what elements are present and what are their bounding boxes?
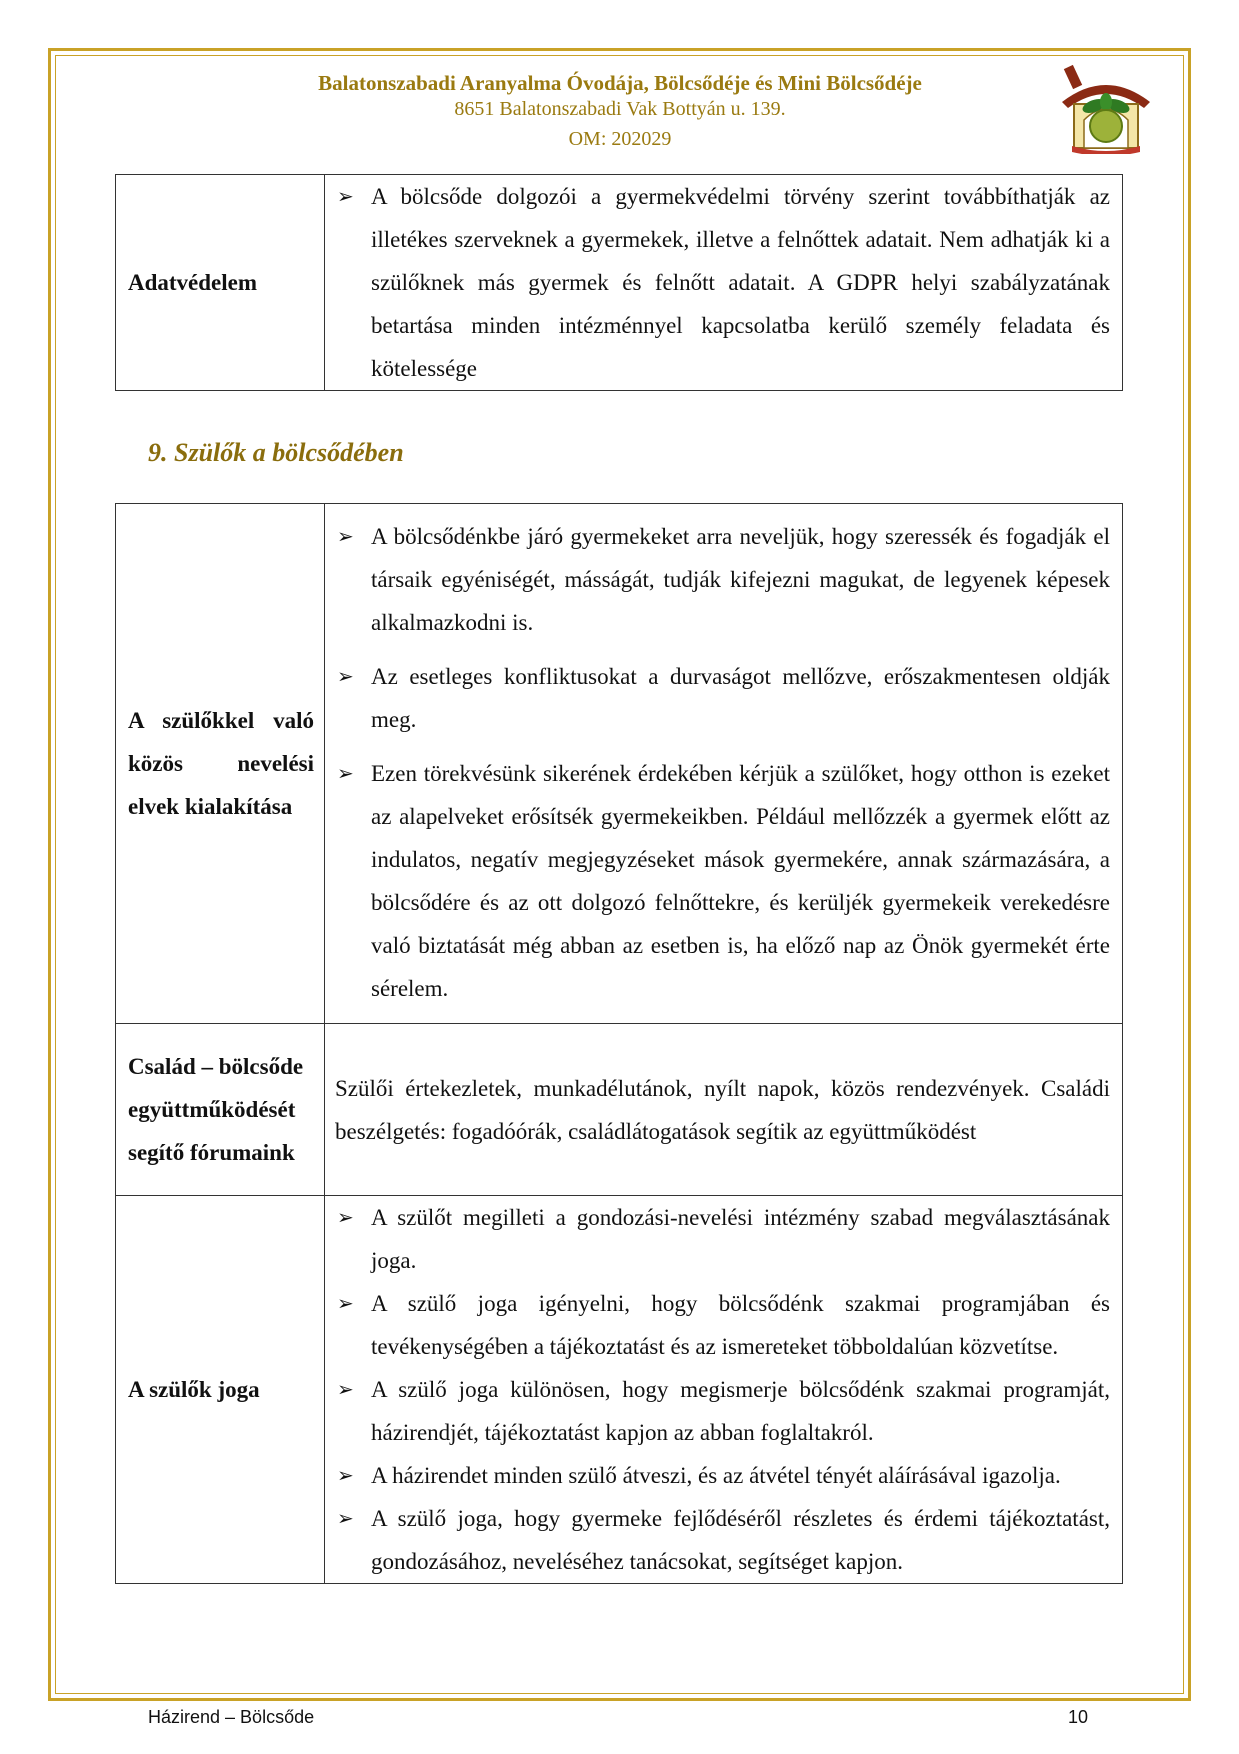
bullet-list xyxy=(335,515,1110,1010)
table-row xyxy=(116,1024,1123,1196)
arrow-bullet-icon: ➢ xyxy=(337,184,354,208)
list-item xyxy=(335,1282,1110,1368)
bullet-list xyxy=(335,175,1110,390)
footer-document-name: Házirend – Bölcsőde xyxy=(148,1707,315,1727)
list-item-text: Ezen törekvésünk sikerének érdekében kérjük a szülőket, hogy otthon is ezeket az alapelveket erősítsék gyermekeikben. Például mellőzzék a gyermek előtt az indulatos, negatív megjegyzéseket mások gyermekére, annak származására, a bölcsődére és az ott dolgozó felnőttekre, és kerüljék gyermekeik verekedésre való biztatását még abban az esetben is, ha előző nap az Önök gyermekét érte sérelem. xyxy=(371,761,1110,1001)
list-item xyxy=(335,655,1110,741)
list-item xyxy=(335,1196,1110,1282)
table-row xyxy=(116,504,1123,1024)
arrow-bullet-icon: ➢ xyxy=(337,1291,354,1315)
bullet-list xyxy=(335,1196,1110,1583)
list-item xyxy=(335,1368,1110,1454)
institution-address: 8651 Balatonszabadi Vak Bottyán u. 139. xyxy=(454,98,786,120)
row-label: A szülők joga xyxy=(116,1196,325,1584)
arrow-bullet-icon: ➢ xyxy=(337,1377,354,1401)
table-row xyxy=(116,175,1123,391)
list-item-text: A bölcsődénkbe járó gyermekeket arra neveljük, hogy szeressék és fogadják el társaik egyéniségét, másságát, tudják kifejezni magukat, de legyenek képesek alkalmazkodni is. xyxy=(371,524,1110,635)
list-item xyxy=(335,1497,1110,1583)
section-heading: 9. Szülők a bölcsődében xyxy=(148,438,404,467)
list-item-text: Az esetleges konfliktusokat a durvaságot mellőzve, erőszakmentesen oldják meg. xyxy=(371,664,1110,732)
footer-page-number: 10 xyxy=(1068,1707,1089,1727)
arrow-bullet-icon: ➢ xyxy=(337,1205,354,1229)
list-item xyxy=(335,1454,1110,1497)
arrow-bullet-icon: ➢ xyxy=(337,664,354,688)
row-content xyxy=(325,1196,1123,1584)
list-item-text: A házirendet minden szülő átveszi, és az átvétel tényét aláírásával igazolja. xyxy=(371,1463,1061,1488)
document-header xyxy=(200,70,1040,152)
list-item-text: A szülő joga különösen, hogy megismerje bölcsődénk szakmai programját, házirendjét, tájékoztatást kapjon az abban foglaltakról. xyxy=(371,1377,1110,1445)
institution-name: Balatonszabadi Aranyalma Óvodája, Bölcsődéje és Mini Bölcsődéje xyxy=(318,71,922,95)
list-item-text: A szülő joga, hogy gyermeke fejlődéséről részletes és érdemi tájékoztatást, gondozásához, neveléséhez tanácsokat, segítséget kapjon. xyxy=(371,1506,1110,1574)
row-content xyxy=(325,504,1123,1024)
arrow-bullet-icon: ➢ xyxy=(337,524,354,548)
apple-house-logo-icon xyxy=(1058,62,1154,154)
row-label: A szülőkkel való közös nevelési elvek kialakítása xyxy=(116,504,325,1024)
parents-table xyxy=(115,503,1123,1584)
list-item xyxy=(335,175,1110,390)
data-protection-table xyxy=(115,174,1123,391)
institution-om: OM: 202029 xyxy=(568,128,672,150)
list-item xyxy=(335,515,1110,644)
row-content xyxy=(325,175,1123,391)
list-item xyxy=(335,752,1110,1010)
arrow-bullet-icon: ➢ xyxy=(337,1463,354,1487)
row-label: Család – bölcsőde együttműködését segítő fórumaink xyxy=(116,1024,325,1196)
list-item-text: A szülő joga igényelni, hogy bölcsődénk szakmai programjában és tevékenységében a tájékoztatást és az ismereteket többoldalúan közvetítse. xyxy=(371,1291,1110,1359)
row-content: Szülői értekezletek, munkadélutánok, nyílt napok, közös rendezvények. Családi beszélgetés: fogadóórák, családlátogatások segítik az együttműködést xyxy=(325,1024,1123,1196)
row-label: Adatvédelem xyxy=(116,175,325,391)
arrow-bullet-icon: ➢ xyxy=(337,1506,354,1530)
table-row xyxy=(116,1196,1123,1584)
arrow-bullet-icon: ➢ xyxy=(337,761,354,785)
list-item-text: A szülőt megilleti a gondozási-nevelési intézmény szabad megválasztásának joga. xyxy=(371,1205,1110,1273)
list-item-text: A bölcsőde dolgozói a gyermekvédelmi törvény szerint továbbíthatják az illetékes szerveknek a gyermekek, illetve a felnőttek adatait. Nem adhatják ki a szülőknek más gyermek és felnőtt adatait. A GDPR helyi szabályzatának betartása minden intézménnyel kapcsolatba kerülő személy feladata és kötelessége xyxy=(371,184,1110,381)
